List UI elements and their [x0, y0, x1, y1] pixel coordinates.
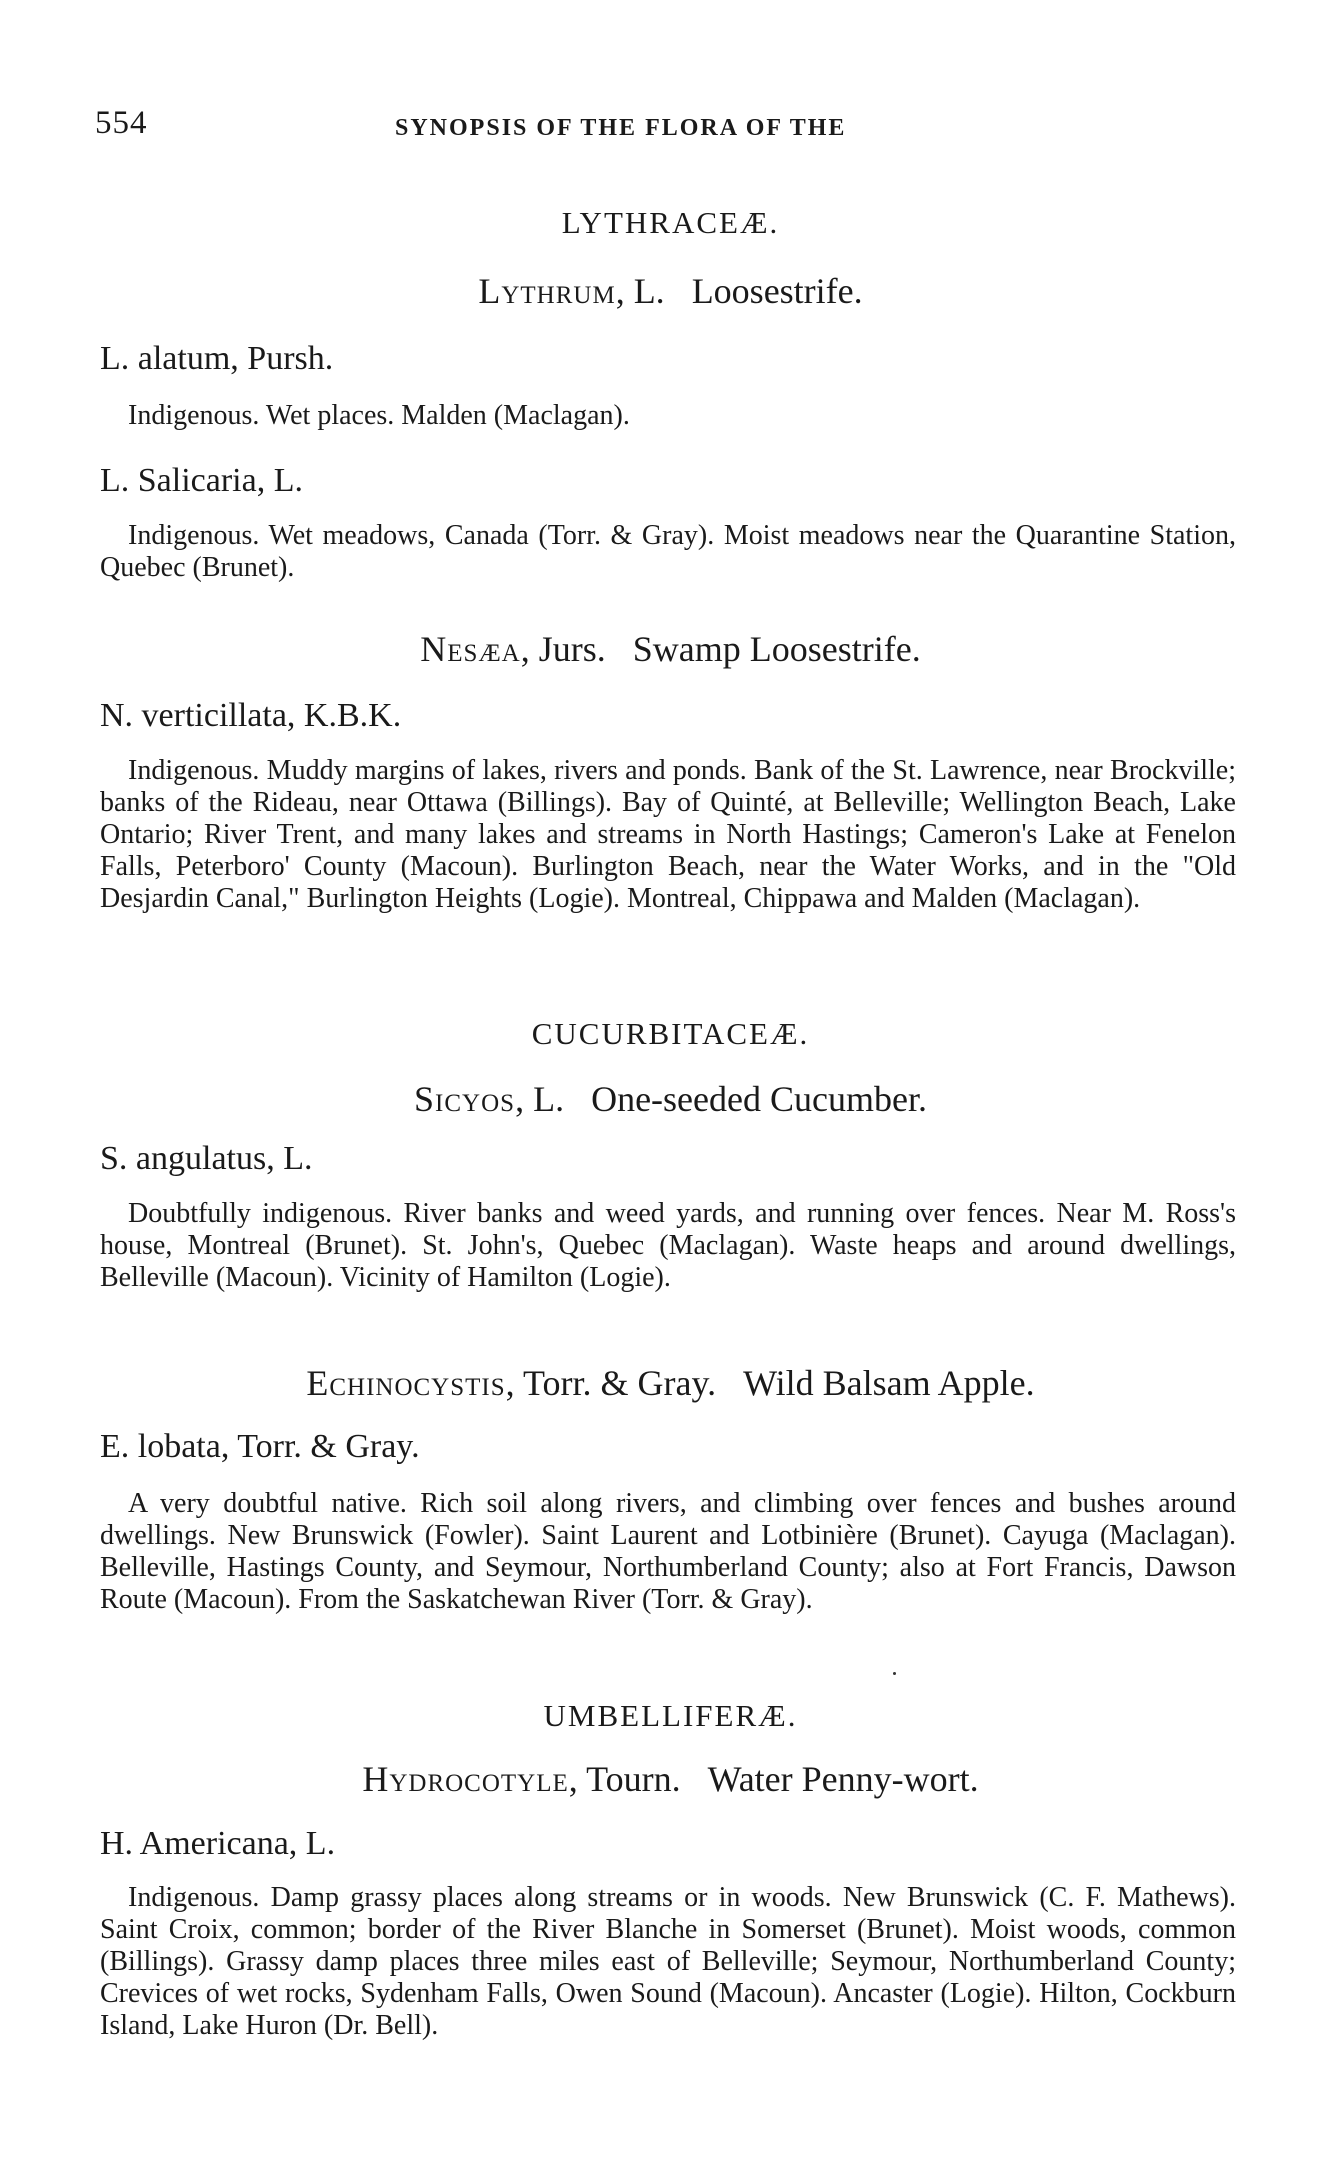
species-description-nesaea-verticillata: Indigenous. Muddy margins of lakes, rivers and ponds. Bank of the St. Lawrence, near Brockville; banks of the Rideau, near Ottawa (Billings). Bay of Quinté, at Belleville; Wellington Beach, Lake Ontario; River Trent, and many lakes and streams in North Hastings; Cameron's Lake at Fenelon Falls, Peterboro' County (Macoun). Burlington Beach, near the Water Works, and in the "Old Desjardin Canal," Burlington Heights (Logie). Montreal, Chippawa and Malden (Maclagan). — [100, 755, 1236, 914]
stray-ink-dot — [893, 1672, 896, 1675]
genus-heading-sicyos — [0, 1078, 1341, 1120]
genus-authority: , L. — [615, 271, 665, 311]
genus-authority: , L. — [515, 1079, 565, 1119]
running-title: SYNOPSIS OF THE FLORA OF THE — [395, 115, 847, 141]
species-name-hydrocotyle-americana: H. Americana, L. — [100, 1825, 336, 1862]
genus-authority: , Tourn. — [568, 1759, 681, 1799]
genus-authority: , Torr. & Gray. — [505, 1363, 717, 1403]
genus-authority: , Jurs. — [520, 629, 606, 669]
species-description-echinocystis-lobata: A very doubtful native. Rich soil along rivers, and climbing over fences and bushes around dwellings. New Brunswick (Fowler). Saint Laurent and Lotbinière (Brunet). Cayuga (Maclagan). Belleville, Hastings County, and Seymour, Northumberland County; also at Fort Francis, Dawson Route (Macoun). From the Saskatchewan River (Torr. & Gray). — [100, 1488, 1236, 1615]
genus-common-name: Water Penny-wort. — [707, 1759, 979, 1799]
running-head — [95, 105, 1245, 145]
genus-name: Nesæa — [420, 629, 521, 669]
species-description-lythrum-alatum: Indigenous. Wet places. Malden (Maclagan). — [128, 400, 630, 431]
species-name-lythrum-salicaria: L. Salicaria, L. — [100, 462, 303, 499]
genus-name: Echinocystis — [306, 1363, 506, 1403]
genus-common-name: Wild Balsam Apple. — [743, 1363, 1035, 1403]
species-name-echinocystis-lobata: E. lobata, Torr. & Gray. — [100, 1428, 420, 1465]
species-name-lythrum-alatum: L. alatum, Pursh. — [100, 340, 334, 377]
family-heading-lythraceae: LYTHRACEÆ. — [561, 205, 780, 240]
species-description-sicyos-angulatus: Doubtfully indigenous. River banks and weed yards, and running over fences. Near M. Ross's house, Montreal (Brunet). St. John's, Quebec (Maclagan). Waste heaps and around dwellings, Belleville (Macoun). Vicinity of Hamilton (Logie). — [100, 1198, 1236, 1293]
genus-name: Lythrum — [478, 271, 616, 311]
family-heading-cucurbitaceae: CUCURBITACEÆ. — [531, 1016, 810, 1051]
genus-name: Sicyos — [414, 1079, 516, 1119]
page-number: 554 — [95, 105, 148, 141]
genus-heading-hydrocotyle — [0, 1758, 1341, 1800]
species-name-nesaea-verticillata: N. verticillata, K.B.K. — [100, 697, 402, 734]
genus-common-name: Loosestrife. — [691, 271, 863, 311]
species-name-sicyos-angulatus: S. angulatus, L. — [100, 1140, 313, 1177]
genus-heading-echinocystis — [0, 1362, 1341, 1404]
genus-heading-nesaea — [0, 628, 1341, 670]
genus-common-name: One-seeded Cucumber. — [591, 1079, 927, 1119]
species-description-hydrocotyle-americana: Indigenous. Damp grassy places along streams or in woods. New Brunswick (C. F. Mathews). Saint Croix, common; border of the River Blanche in Somerset (Brunet). Moist woods, common (Billings). Grassy damp places three miles east of Belleville; Seymour, Northumberland County; Crevices of wet rocks, Sydenham Falls, Owen Sound (Macoun). Ancaster (Logie). Hilton, Cockburn Island, Lake Huron (Dr. Bell). — [100, 1882, 1236, 2041]
family-heading-umbelliferae: UMBELLIFERÆ. — [543, 1698, 798, 1733]
genus-common-name: Swamp Loosestrife. — [632, 629, 921, 669]
genus-name: Hydrocotyle — [362, 1759, 569, 1799]
species-description-lythrum-salicaria: Indigenous. Wet meadows, Canada (Torr. & Gray). Moist meadows near the Quarantine Station, Quebec (Brunet). — [100, 520, 1236, 583]
genus-heading-lythrum — [0, 270, 1341, 312]
